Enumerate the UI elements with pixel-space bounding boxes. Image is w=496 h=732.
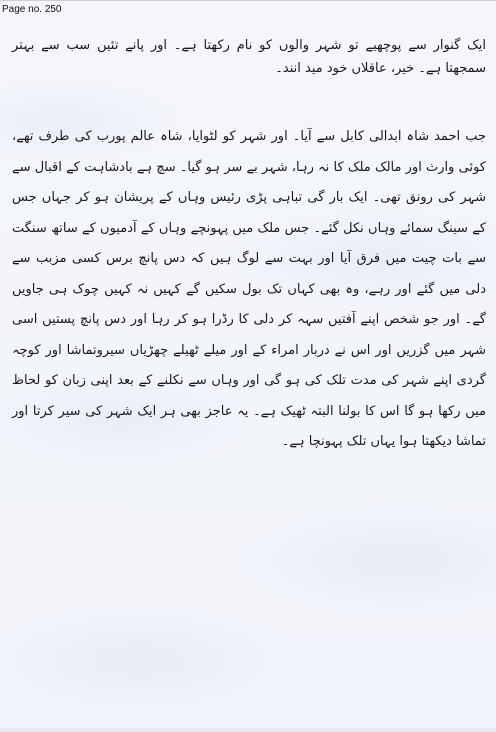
- page-number: Page no. 250: [2, 4, 62, 15]
- paragraph-1: ایک گنوار سے پوچھیے تو شہر والوں کو نام رکھتا ہے۔ اور پانے تئیں سب سے بہتر سمجھتا ہے۔ خیر، عاقلاں خود مید انند۔: [12, 38, 486, 76]
- body-text: [12, 34, 486, 458]
- paragraph-spacer: [12, 80, 486, 122]
- top-divider: [0, 0, 496, 1]
- paragraph-2: جب احمد شاہ ابدالی کابل سے آیا۔ اور شہر کو لٹوایا، شاہ عالم پورب کی طرف تھے، کوئی وارث اور مالک ملک کا نہ رہا، شہر بے سر ہو گیا۔ سچ ہے بادشاہت کے اقبال سے شہر کی رونق تھی۔ ایک بار گی تباہی پڑی رئیس وہاں کے پریشان ہو کر جہاں جس کے سینگ سمائے وہاں نکل گئے۔ جس ملک میں پہونچے وہاں کے آدمیوں کے ساتھ سنگت سے بات چیت میں فرق آیا اور بہت سے لوگ ہیں کہ دس پانچ برس کسی مزبب سے دلی میں گئے اور رہے، وہ بھی کہاں تک بول سکیں گے کہیں نہ کہیں چوک ہی جاویں گے۔ اور جو شخص اپنے آفتیں سہہ کر دلی کا رڈرا ہو کر رہا اور دس پانچ پستیں اسی شہر میں گزریں اور اس نے دربار امراء کے اور میلے ٹھیلے چھڑیاں سیروتماشا اور کوچہ گردی اپنے شہر کی مدت تلک کی ہو گی اور وہاں سے نکلنے کے بعد اپنی زبان کو لحاظ میں رکھا ہو گا اس کا بولنا البتہ ٹھیک ہے۔ یہ عاجز بھی ہر ایک شہر کی سیر کرتا اور تماشا دیکھتا ہوا یہاں تلک پہونچا ہے۔: [12, 129, 486, 449]
- bottom-divider: [0, 728, 496, 732]
